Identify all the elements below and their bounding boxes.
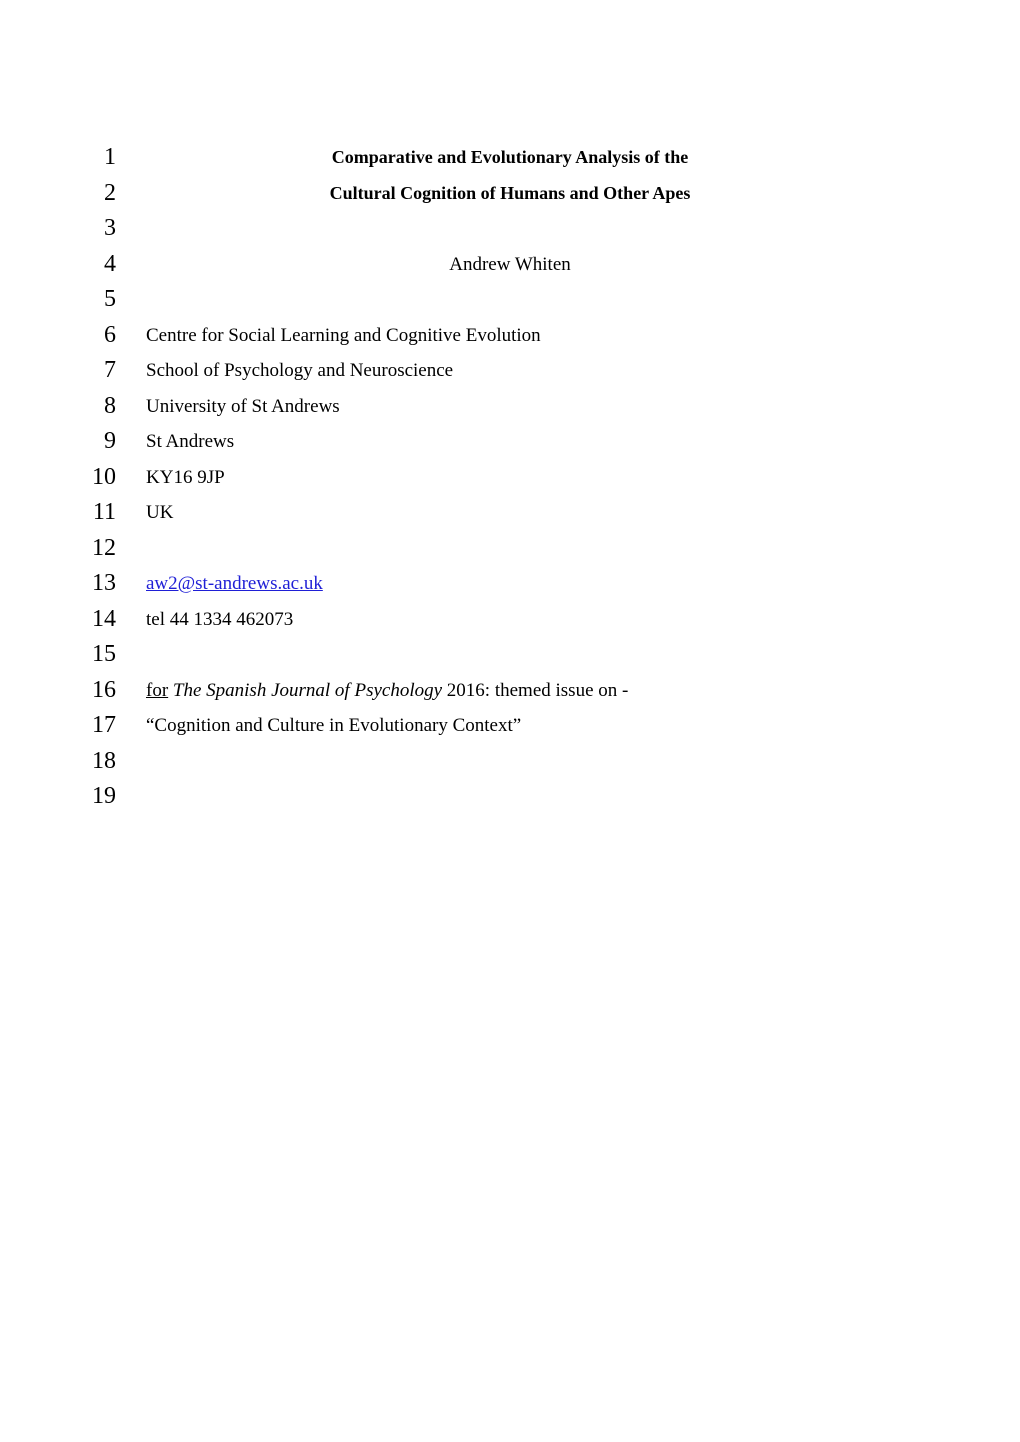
for-word: for: [146, 679, 169, 701]
line-number: 9: [104, 428, 116, 454]
blank-line: [146, 282, 926, 318]
affiliation-country: UK: [146, 502, 174, 523]
affiliation-school: School of Psychology and Neuroscience: [146, 360, 454, 381]
email-line: [146, 566, 926, 602]
line-number: 11: [92, 499, 116, 525]
blank-line: [146, 744, 926, 780]
line-number-column: [80, 140, 116, 815]
blank-line: [146, 531, 926, 567]
line-number: 3: [104, 215, 116, 241]
title-text-1: Comparative and Evolutionary Analysis of the: [331, 147, 689, 167]
line-number: 12: [92, 534, 116, 561]
journal-name: The Spanish Journal of Psychology: [172, 679, 443, 701]
line-number: 16: [92, 676, 116, 703]
affiliation-centre: Centre for Social Learning and Cognitive Evolution: [146, 324, 541, 346]
author-line: [0, 247, 1020, 283]
line-number: 4: [104, 250, 116, 277]
issue-title-line: “Cognition and Culture in Evolutionary Context”: [146, 715, 522, 736]
line-number: 7: [104, 357, 116, 383]
line-number: 10: [92, 463, 116, 490]
line-number: 19: [92, 783, 116, 809]
line-number: 17: [92, 712, 116, 738]
blank-line: [146, 779, 926, 815]
line-number: 13: [92, 570, 116, 596]
title-text-2: Cultural Cognition of Humans and Other Apes: [329, 182, 691, 203]
line-number: 1: [104, 144, 116, 170]
line-number: 6: [104, 321, 116, 348]
email-link[interactable]: aw2@st-andrews.ac.uk: [146, 573, 323, 594]
line-number: 14: [92, 605, 116, 632]
journal-note-line: [146, 673, 926, 709]
title-line-1: [0, 140, 1020, 176]
telephone-line: tel 44 1334 462073: [146, 608, 294, 630]
line-number: 5: [104, 286, 116, 312]
journal-note-rest: 2016: themed issue on -: [442, 679, 629, 701]
line-number: 8: [104, 392, 116, 419]
affiliation-postcode: KY16 9JP: [146, 466, 225, 488]
affiliation-university: University of St Andrews: [146, 395, 340, 417]
title-line-2: [0, 176, 1020, 212]
affiliation-town: St Andrews: [146, 431, 235, 452]
author-name: Andrew Whiten: [449, 253, 571, 275]
line-number: 18: [92, 747, 116, 774]
document-body: [146, 140, 926, 815]
blank-line: [146, 211, 926, 247]
line-number: 2: [104, 179, 116, 206]
line-number: 15: [92, 641, 116, 667]
blank-line: [146, 637, 926, 673]
